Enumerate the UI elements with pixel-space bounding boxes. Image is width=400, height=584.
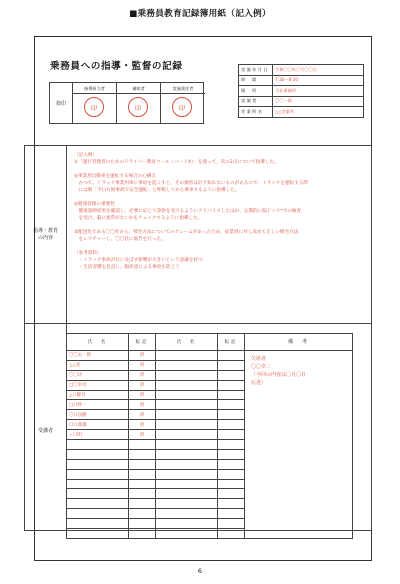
- attendee-name: [67, 449, 129, 459]
- guidance-line: ・生活習慣を見直し、脳疾患による事故を防ごう: [74, 265, 180, 270]
- guidance-line: かつて、トラック事業用車に事故を起こすと、その損害は計り知れないものがあるので、トラックを運転する際: [74, 181, 308, 186]
- attendee-name: 〇口良樹: [67, 410, 129, 420]
- seal-mark: 印: [172, 97, 192, 117]
- header-name: 氏 名: [67, 334, 129, 351]
- attendee-sign: [129, 469, 156, 479]
- stamp-header: 補助者: [117, 83, 160, 94]
- guidance-line: ◎健康管理の重要性: [74, 202, 115, 207]
- info-value: 当社事務所: [273, 86, 364, 97]
- attendee-sign-2: [218, 449, 245, 459]
- info-value: 7:30～8:30: [273, 75, 364, 86]
- attendee-name-2: [156, 509, 218, 519]
- attendee-row: [67, 351, 353, 361]
- guidance-content: [74, 152, 366, 271]
- guidance-line: （参考資料）: [74, 251, 102, 256]
- attendee-sign-2: [218, 459, 245, 469]
- seal-mark: 印: [128, 97, 148, 117]
- attendee-sign: [129, 519, 156, 529]
- attendee-name-2: [156, 410, 218, 420]
- header-sign: 転記: [129, 334, 156, 351]
- guidance-line: ②配送先である〇〇社から、帰宅方法についてのクレームがあったため、従業員に対し改めて正しい帰宅方法: [74, 230, 299, 235]
- attendee-sign-2: [218, 360, 245, 370]
- attendee-sign: [129, 499, 156, 509]
- attendee-name-2: [156, 519, 218, 529]
- info-value: 〇〇一郎: [273, 96, 364, 107]
- attendee-sign-2: [218, 499, 245, 509]
- section-divider: [25, 323, 371, 324]
- attendance-table: [66, 333, 353, 539]
- page-number: 6: [197, 567, 203, 575]
- attendee-name: □〇幸司: [67, 380, 129, 390]
- attendee-sign-2: [218, 469, 245, 479]
- remarks-line: 欠席者: [251, 356, 267, 362]
- stamp-box: [49, 82, 204, 124]
- attendee-name: 口口義雄: [67, 420, 129, 430]
- document-title: ■乗務員教育記録簿用紙（記入例）: [129, 9, 271, 19]
- attendee-name: □口絆一: [67, 400, 129, 410]
- guidance-line: ①「運行管理者のためのドライバー教育ツール（パート4）」を使って、次の2点について指導した。: [74, 160, 279, 165]
- attendee-sign: 済: [129, 400, 156, 410]
- attendees-section-label: 受講者: [37, 428, 53, 434]
- attendee-sign: [129, 509, 156, 519]
- attendee-sign: 済: [129, 420, 156, 430]
- attendee-name: △口健吾: [67, 390, 129, 400]
- attendee-name: 〇〇功: [67, 370, 129, 380]
- info-row: [239, 86, 364, 97]
- attendee-sign-2: [218, 430, 245, 440]
- attendee-name-2: [156, 370, 218, 380]
- remarks-line: 伝達）: [251, 380, 267, 386]
- attendee-sign-2: [218, 380, 245, 390]
- guidance-line: ・トラック事故が社に及ぼす影響が大きいという意識を持つ: [74, 258, 203, 263]
- attendee-name-2: [156, 499, 218, 509]
- attendee-sign: [129, 449, 156, 459]
- remarks-cell: [245, 351, 353, 539]
- info-label: 場 所: [239, 86, 273, 97]
- attendee-sign-2: [218, 400, 245, 410]
- attendee-name-2: [156, 380, 218, 390]
- attendee-sign-2: [218, 509, 245, 519]
- attendee-sign: 済: [129, 370, 156, 380]
- attendee-name-2: [156, 440, 218, 450]
- attendee-sign-2: [218, 410, 245, 420]
- attendee-sign-2: [218, 390, 245, 400]
- attendee-name-2: [156, 479, 218, 489]
- info-row: [239, 107, 364, 118]
- content-label-line: 指導・教育: [32, 228, 58, 234]
- form-title: 乗務員への指導・監督の記録: [50, 61, 183, 72]
- attendee-name: [67, 440, 129, 450]
- guidance-spacer: [74, 243, 366, 250]
- stamp-column-manager: [161, 83, 205, 123]
- header-sign-2: 転記: [218, 334, 245, 351]
- info-label: 実施年月日: [239, 65, 273, 76]
- info-label: 時 間: [239, 75, 273, 86]
- attendee-sign-2: [218, 351, 245, 361]
- attendee-name-2: [156, 449, 218, 459]
- info-row: [239, 75, 364, 86]
- stamp-header: 指導担当者: [73, 83, 116, 94]
- attendee-sign: 済: [129, 430, 156, 440]
- attendee-sign: [129, 459, 156, 469]
- attendee-name: [67, 489, 129, 499]
- attendee-sign: 済: [129, 380, 156, 390]
- attendee-sign: 済: [129, 360, 156, 370]
- attendee-name: [67, 469, 129, 479]
- guidance-spacer: [74, 194, 366, 201]
- stamp-label: 捺印: [50, 83, 73, 123]
- attendee-sign-2: [218, 529, 245, 539]
- remarks-line: 〇〇幸二: [251, 364, 272, 370]
- guidance-spacer: [74, 222, 366, 229]
- stamp-column-assistant: [117, 83, 161, 123]
- info-value: 令和〇〇年〇月〇〇日: [273, 65, 364, 76]
- stamp-column-instructor: [73, 83, 117, 123]
- attendee-name: [67, 509, 129, 519]
- attendee-sign-2: [218, 420, 245, 430]
- attendee-sign: 済: [129, 351, 156, 361]
- header-name-2: 氏 名: [156, 334, 218, 351]
- guidance-line: ◎事業用自動車を運転する場合の心構え: [74, 174, 157, 179]
- attendee-name-2: [156, 529, 218, 539]
- attendee-name-2: [156, 351, 218, 361]
- attendee-sign: [129, 440, 156, 450]
- attendee-name: [67, 499, 129, 509]
- attendee-name-2: [156, 469, 218, 479]
- attendee-name-2: [156, 360, 218, 370]
- attendee-name: 〇〇太一郎: [67, 351, 129, 361]
- attendee-name: [67, 479, 129, 489]
- attendee-name: [67, 459, 129, 469]
- attendee-name-2: [156, 420, 218, 430]
- content-label-line: の内容: [37, 235, 53, 241]
- content-section-label: [25, 228, 66, 242]
- attendee-sign-2: [218, 370, 245, 380]
- info-row: [239, 96, 364, 107]
- guidance-line: には朝「今日も無事故で安全運転」と呼称してから乗車するように指導した。: [74, 188, 240, 193]
- attendee-name-2: [156, 459, 218, 469]
- attendee-sign: 済: [129, 410, 156, 420]
- attendee-name-2: [156, 400, 218, 410]
- attendee-sign-2: [218, 489, 245, 499]
- info-row: [239, 65, 364, 76]
- attendee-sign: [129, 489, 156, 499]
- attendance-header-row: [67, 334, 353, 351]
- attendee-name: △△実: [67, 360, 129, 370]
- header-remarks: 備 考: [245, 334, 353, 351]
- attendee-name: [67, 529, 129, 539]
- stamp-header: 実施責任者: [161, 83, 205, 94]
- guidance-line: を受け、脳に異常がないかをチェックするように指導した。: [74, 216, 203, 221]
- attendee-sign-2: [218, 440, 245, 450]
- info-label: 営業所名: [239, 107, 273, 118]
- attendee-name-2: [156, 390, 218, 400]
- guidance-spacer: [74, 166, 366, 173]
- attendee-sign: [129, 479, 156, 489]
- info-label: 実施者: [239, 96, 273, 107]
- remarks-line: （今回の内容は〇月〇日: [251, 372, 307, 378]
- guidance-line: （記入例）: [74, 153, 97, 158]
- attendee-name-2: [156, 430, 218, 440]
- attendee-sign-2: [218, 519, 245, 529]
- attendee-name-2: [156, 489, 218, 499]
- attendee-name: ☆口明: [67, 430, 129, 440]
- session-info-table: [238, 64, 364, 118]
- guidance-line: 健康診断結果を確認し、必要に応じて診察を受けるようにアドバイスしたほか、定期的に脳ドック*での検査: [74, 209, 302, 214]
- attendee-sign: 済: [129, 390, 156, 400]
- seal-mark: 印: [84, 97, 104, 117]
- guidance-line: をレクチャーし、〇〇社に報告を行った。: [74, 237, 166, 242]
- attendee-sign-2: [218, 479, 245, 489]
- attendee-sign: [129, 529, 156, 539]
- info-value: △△営業所: [273, 107, 364, 118]
- attendee-name: [67, 519, 129, 529]
